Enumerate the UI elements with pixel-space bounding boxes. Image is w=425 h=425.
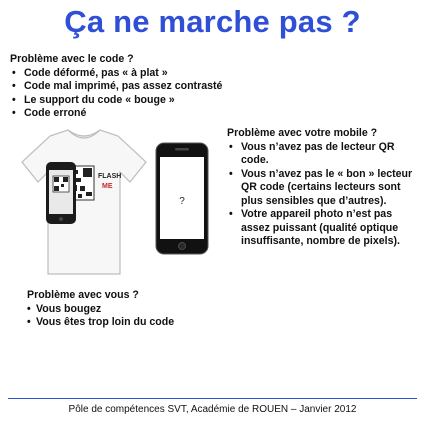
footer-credit: Pôle de compétences SVT, Académie de ROUEN – Janvier 2012 xyxy=(68,404,357,415)
tshirt-print-line: ME xyxy=(102,183,113,190)
list-item: • Vous êtes trop loin du code xyxy=(27,316,177,330)
smartphone-icon xyxy=(155,142,209,255)
mobile-problems-section xyxy=(227,127,415,249)
mobile-problems-heading: Problème avec votre mobile ? xyxy=(227,127,378,139)
tshirt-qr-illustration xyxy=(20,128,148,278)
list-item: • Vous bougez xyxy=(27,303,177,317)
list-item: • Vous n’avez pas le « bon » lecteur QR code (certains lecteurs sont plus sensibles que d’autres). xyxy=(227,168,415,209)
list-item: • Votre appareil photo n’est pas assez puissant (qualité optique insuffisante, nombre de pixels). xyxy=(227,208,415,249)
phone-screen-text: ? xyxy=(179,196,185,207)
list-item: • Vous n’avez pas de lecteur QR code. xyxy=(227,141,415,168)
list-item: • Code mal imprimé, pas assez contrasté xyxy=(10,80,310,94)
page-title: Ça ne marche pas ? xyxy=(64,4,361,39)
list-item: • Code déformé, pas « à plat » xyxy=(10,67,310,81)
code-problems-section xyxy=(10,53,310,121)
list-item: • Code erroné xyxy=(10,107,310,121)
tshirt-print-line: FLASH xyxy=(98,173,122,180)
list-item: • Le support du code « bouge » xyxy=(10,94,310,108)
user-problems-section xyxy=(27,289,177,330)
code-problems-heading: Problème avec le code ? xyxy=(10,53,134,65)
user-problems-heading: Problème avec vous ? xyxy=(27,289,139,301)
footer-divider xyxy=(8,398,417,399)
held-phone-icon xyxy=(46,162,76,224)
